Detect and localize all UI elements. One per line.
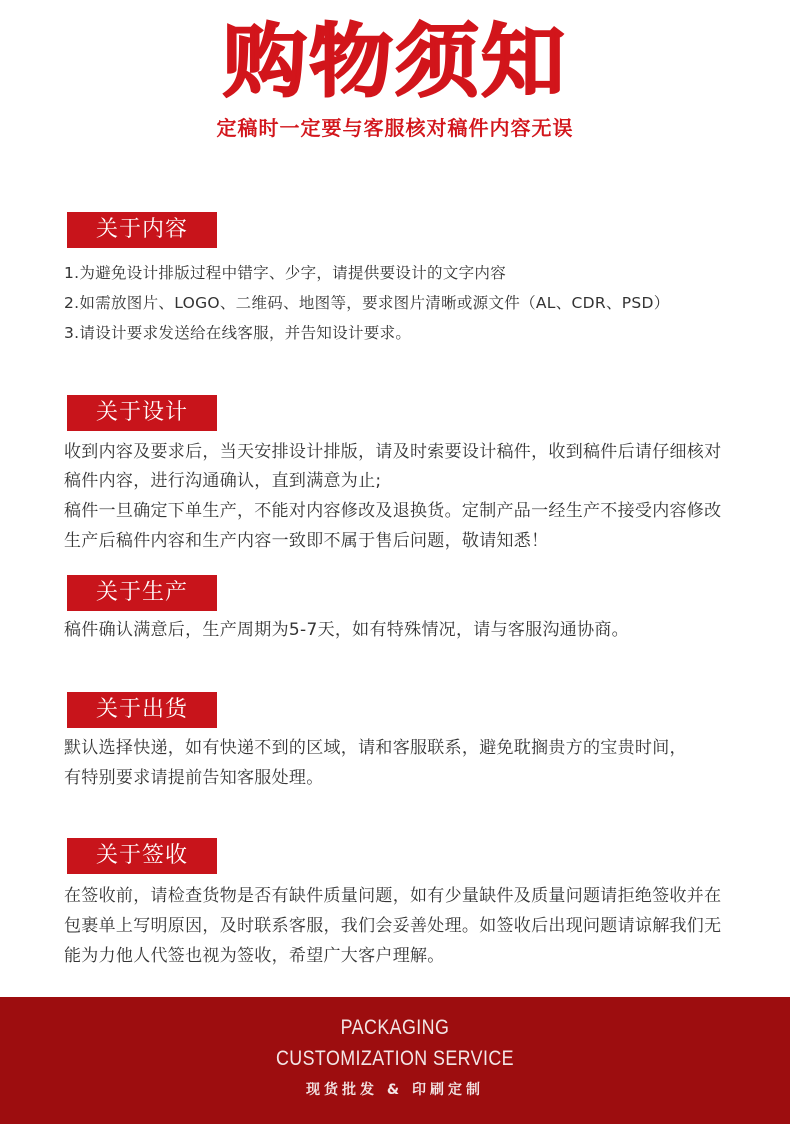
footer-banner: [0, 997, 790, 1124]
section-content-heading: 关于内容: [67, 212, 217, 248]
section-signing-heading: 关于签收: [67, 838, 217, 874]
section-signing-line: 能为力他人代签也视为签收，希望广大客户理解。: [64, 946, 445, 966]
section-design-heading: 关于设计: [67, 395, 217, 431]
section-design-line: 稿件内容，进行沟通确认，直到满意为止;: [64, 471, 382, 491]
section-design-line: 生产后稿件内容和生产内容一致即不属于售后问题，敬请知悉！: [64, 531, 549, 551]
section-content-line: 1.为避免设计排版过程中错字、少字，请提供要设计的文字内容: [64, 264, 506, 282]
section-content-line: 2.如需放图片、LOGO、二维码、地图等，要求图片清晰或源文件（AL、CDR、PSD）: [64, 294, 670, 312]
section-content-line: 3.请设计要求发送给在线客服，并告知设计要求。: [64, 324, 412, 342]
section-shipping-heading: 关于出货: [67, 692, 217, 728]
section-production-heading: 关于生产: [67, 575, 217, 611]
section-signing-line: 包裹单上写明原因，及时联系客服，我们会妥善处理。如签收后出现问题请谅解我们无: [64, 916, 722, 936]
section-production-line: 稿件确认满意后，生产周期为5-7天，如有特殊情况，请与客服沟通协商。: [64, 620, 629, 640]
footer-packaging-text: PACKAGING: [340, 1016, 450, 1039]
page-title: 购物须知: [222, 14, 567, 109]
footer-tagline: 现货批发 & 印刷定制: [306, 1082, 484, 1098]
footer-customization-text: CUSTOMIZATION SERVICE: [275, 1047, 515, 1070]
section-design-line: 收到内容及要求后，当天安排设计排版，请及时索要设计稿件，收到稿件后请仔细核对: [64, 442, 722, 462]
section-shipping-line: 默认选择快递，如有快递不到的区域，请和客服联系，避免耽搁贵方的宝贵时间，: [64, 738, 687, 758]
section-design-line: 稿件一旦确定下单生产，不能对内容修改及退换货。定制产品一经生产不接受内容修改: [64, 501, 722, 521]
section-signing-line: 在签收前，请检查货物是否有缺件质量问题，如有少量缺件及质量问题请拒绝签收并在: [64, 886, 722, 906]
section-shipping-line: 有特别要求请提前告知客服处理。: [64, 768, 324, 788]
page-subtitle: 定稿时一定要与客服核对稿件内容无误: [216, 116, 574, 140]
